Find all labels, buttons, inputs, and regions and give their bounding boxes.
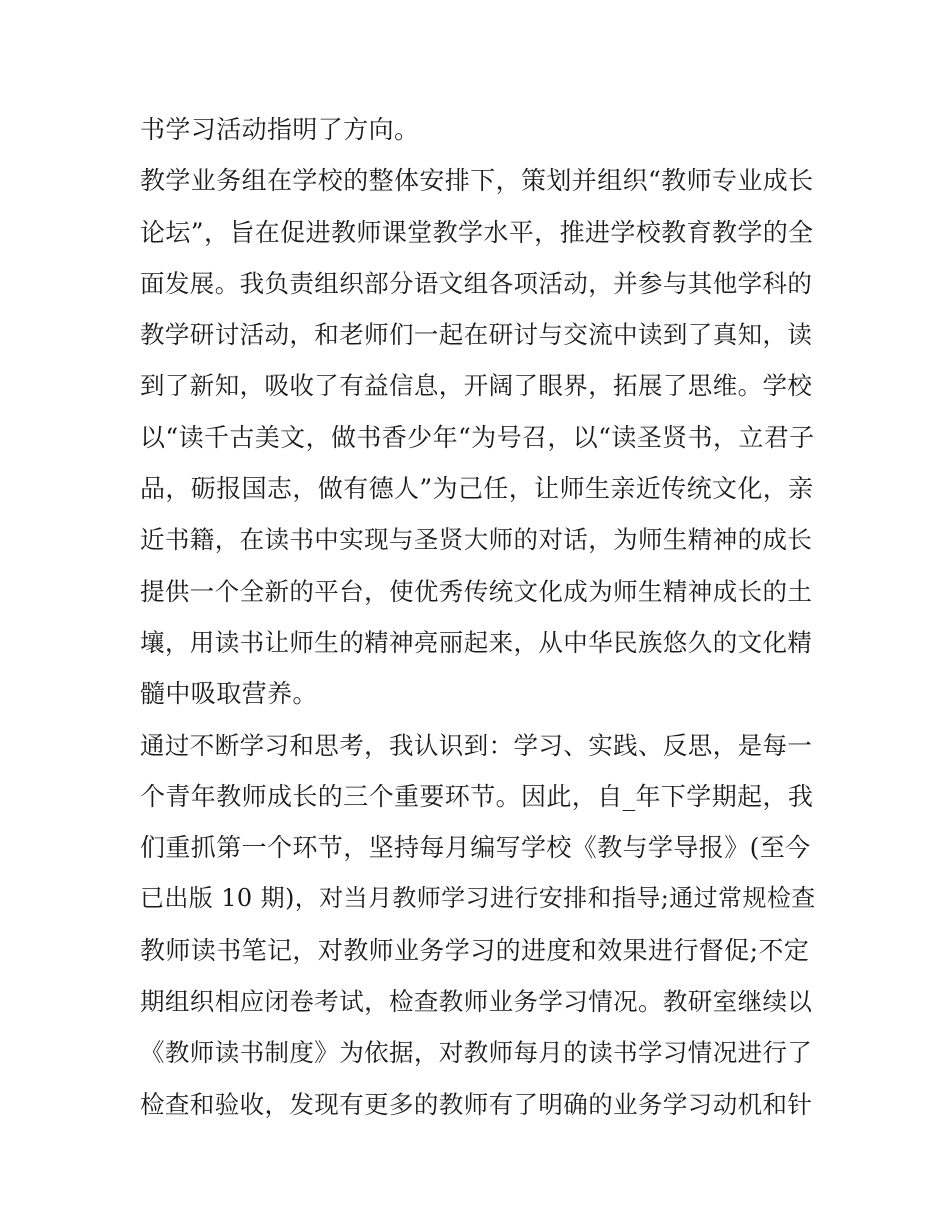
text-line: 提供一个全新的平台，使优秀传统文化成为师生精神成长的土: [140, 576, 813, 606]
text-line: 教学业务组在学校的整体安排下，策划并组织“教师专业成长: [140, 166, 814, 196]
text-line: 书学习活动指明了方向。: [140, 115, 420, 144]
text-line: 检查和验收，发现有更多的教师有了明确的业务学习动机和针: [140, 1089, 813, 1119]
body-text: [140, 104, 816, 1130]
text-line: 以“读千古美文，做书香少年“为号召，以“读圣贤书，立君子: [140, 422, 815, 452]
text-line: 到了新知，吸收了有益信息，开阔了眼界，拓展了思维。学校: [140, 371, 813, 401]
text-line: 教学研讨活动，和老师们一起在研讨与交流中读到了真知，读: [140, 320, 813, 350]
text-line: 面发展。我负责组织部分语文组各项活动，并参与其他学科的: [140, 268, 813, 298]
text-line: 论坛”，旨在促进教师课堂教学水平，推进学校教育教学的全: [140, 217, 814, 247]
text-line: 期组织相应闭卷考试，检查教师业务学习情况。教研室继续以: [140, 987, 813, 1017]
text-line: 壤，用读书让师生的精神亮丽起来，从中华民族悠久的文化精: [140, 627, 813, 657]
text-line: 髓中吸取营养。: [140, 679, 318, 709]
text-line: 品，砺报国志，做有德人”为己任，让师生亲近传统文化，亲: [140, 474, 814, 504]
text-line: 《教师读书制度》为依据，对教师每月的读书学习情况进行了: [140, 1038, 813, 1068]
text-line: 已出版 10 期)，对当月教师学习进行安排和指导;通过常规检查: [140, 884, 816, 913]
text-line: 通过不断学习和思考，我认识到：学习、实践、反思，是每一: [140, 730, 813, 760]
text-line: 个青年教师成长的三个重要环节。因此，自_年下学期起，我: [140, 781, 814, 811]
text-line: 教师读书笔记，对教师业务学习的进度和效果进行督促;不定: [140, 935, 810, 965]
text-line: 们重抓第一个环节，坚持每月编写学校《教与学导报》(至今: [140, 833, 811, 863]
text-line: 近书籍，在读书中实现与圣贤大师的对话，为师生精神的成长: [140, 525, 813, 555]
